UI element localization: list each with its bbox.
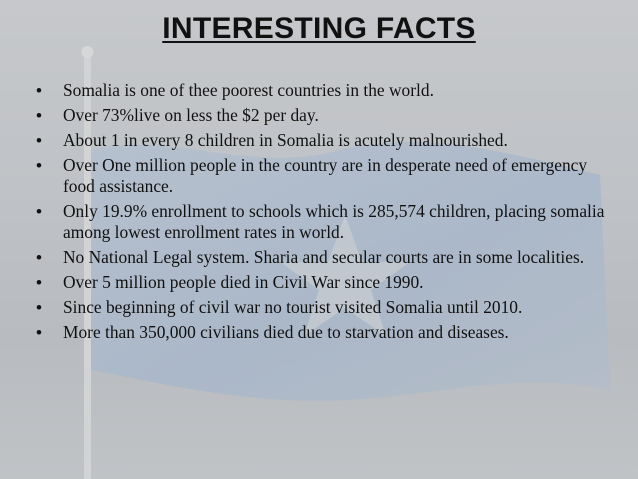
list-item-text: Over One million people in the country are in desperate need of emergency food assistance. <box>63 155 588 196</box>
bullet-icon: • <box>36 298 42 317</box>
list-item <box>36 80 611 101</box>
list-item-text: No National Legal system. Sharia and secular courts are in some localities. <box>63 247 585 267</box>
bullet-icon: • <box>36 81 42 100</box>
list-item <box>36 201 611 243</box>
flagpole-finial-icon <box>82 46 94 58</box>
list-item-text: More than 350,000 civilians died due to starvation and diseases. <box>63 322 509 342</box>
slide-title-text: INTERESTING FACTS <box>162 12 476 45</box>
slide-title <box>0 12 638 46</box>
list-item <box>36 272 611 293</box>
list-item-text: Since beginning of civil war no tourist visited Somalia until 2010. <box>63 297 523 317</box>
bullet-icon: • <box>36 323 42 342</box>
bullet-icon: • <box>36 106 42 125</box>
bullet-icon: • <box>36 156 42 175</box>
facts-list <box>36 80 611 347</box>
bullet-icon: • <box>36 248 42 267</box>
list-item-text: Over 73%live on less the $2 per day. <box>63 105 319 125</box>
bullet-icon: • <box>36 131 42 150</box>
list-item-text: Over 5 million people died in Civil War since 1990. <box>63 272 424 292</box>
list-item <box>36 155 611 197</box>
bullet-icon: • <box>36 202 42 221</box>
list-item-text: About 1 in every 8 children in Somalia is acutely malnourished. <box>63 130 508 150</box>
list-item <box>36 105 611 126</box>
list-item <box>36 247 611 268</box>
list-item <box>36 297 611 318</box>
list-item <box>36 322 611 343</box>
list-item-text: Somalia is one of thee poorest countries in the world. <box>63 80 434 100</box>
list-item-text: Only 19.9% enrollment to schools which is 285,574 children, placing somalia among lowest enrollment rates in world. <box>63 201 605 242</box>
list-item <box>36 130 611 151</box>
bullet-icon: • <box>36 273 42 292</box>
